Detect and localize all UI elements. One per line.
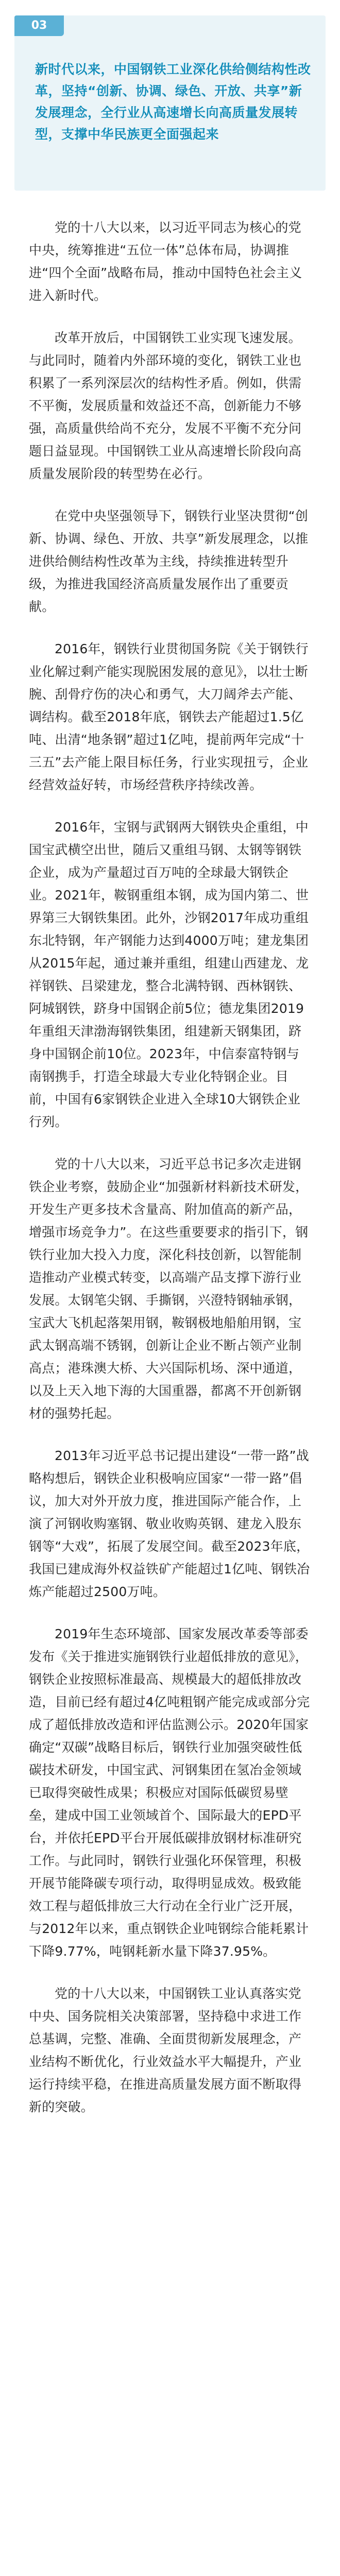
body-paragraph: 2016年，宝钢与武钢两大钢铁央企重组，中国宝武横空出世，随后又重组马钢、太钢等钢铁企业，成为产量超过百万吨的全球最大钢铁企业。2021年，鞍钢重组本钢，成为国内第二、世界第三大钢铁集团。此外，沙钢2017年成功重组东北特钢，年产钢能力达到4000万吨；建龙集团从2015年起，通过兼并重组，组建山西建龙、龙祥钢铁、吕梁建龙，整合北满特钢、西林钢铁、阿城钢铁，跻身中国钢企前5位；德龙集团2019年重组天津渤海钢铁集团，组建新天钢集团，跻身中国钢企前10位。2023年，中信泰富特钢与南钢携手，打造全球最大专业化特钢企业。目前，中国有6家钢铁企业进入全球10大钢铁企业行列。 — [29, 820, 309, 1129]
body-paragraph: 党的十八大以来，中国钢铁工业认真落实党中央、国务院相关决策部署，坚持稳中求进工作总基调，完整、准确、全面贯彻新发展理念，产业结构不断优化，行业效益水平大幅提升，产业运行持续平稳，在推进高质量发展方面不断取得新的突破。 — [29, 1986, 302, 2114]
article-body — [29, 216, 311, 2138]
body-paragraph: 改革开放后，中国钢铁工业实现飞速发展。与此同时，随着内外部环境的变化，钢铁工业也积累了一系列深层次的结构性矛盾。例如，供需不平衡，发展质量和效益还不高，创新能力不够强，高质量供给尚不充分，发展不平衡不充分问题日益显现。中国钢铁工业从高速增长阶段向高质量发展阶段的转型势在必行。 — [29, 330, 302, 481]
section-number-badge: 03 — [14, 15, 64, 36]
body-paragraph: 2019年生态环境部、国家发展改革委等部委发布《关于推进实施钢铁行业超低排放的意见》，钢铁企业按照标准最高、规模最大的超低排放改造，目前已经有超过4亿吨粗钢产能完成或部分完成了超低排放改造和评估监测公示。2020年国家确定“双碳”战略目标后，钢铁行业加强突破性低碳技术研发，中国宝武、河钢集团在氢冶金领域已取得突破性成果；积极应对国际低碳贸易壁垒，建成中国工业领域首个、国际最大的EPD平台，并依托EPD平台开展低碳排放钢材标准研究工作。与此同时，钢铁行业强化环保管理，积极开展节能降碳专项行动，取得明显成效。极致能效工程与超低排放三大行动在全行业广泛开展，与2012年以来，重点钢铁企业吨钢综合能耗累计下降9.77%，吨钢耗新水量下降37.95%。 — [29, 1626, 310, 1959]
body-paragraph: 2016年，钢铁行业贯彻国务院《关于钢铁行业化解过剩产能实现脱困发展的意见》，以壮士断腕、刮骨疗伤的决心和勇气，大刀阔斧去产能、调结构。截至2018年底，钢铁去产能超过1.5亿吨、出清“地条钢”超过1亿吨，提前两年完成“十三五”去产能上限目标任务，行业实现扭亏，企业经营效益好转，市场经营秩序持续改善。 — [29, 641, 309, 792]
section-header-panel — [14, 15, 326, 191]
body-paragraph: 党的十八大以来，习近平总书记多次走进钢铁企业考察，鼓励企业“加强新材料新技术研发，开发生产更多技术含量高、附加值高的新产品，增强市场竞争力”。在这些重要要求的指引下，钢铁行业加大投入力度，深化科技创新，以智能制造推动产业模式转变，以高端产品支撑下游行业发展。太钢笔尖钢、手撕钢，兴澄特钢轴承钢，宝武大飞机起落架用钢，鞍钢极地船舶用钢，宝武太钢高端不锈钢，创新让企业不断占领产业制高点；港珠澳大桥、大兴国际机场、深中通道，以及上天入地下海的大国重器，都离不开创新钢材的强势托起。 — [29, 1157, 309, 1421]
body-paragraph: 2013年习近平总书记提出建设“一带一路”战略构想后，钢铁企业积极响应国家“一带一路”倡议，加大对外开放力度，推进国际产能合作，上演了河钢收购塞钢、敬业收购英钢、建龙入股东钢等“大戏”，拓展了发展空间。截至2023年底，我国已建成海外权益铁矿产能超过1亿吨、钢铁冶炼产能超过2500万吨。 — [29, 1448, 310, 1599]
body-paragraph: 党的十八大以来，以习近平同志为核心的党中央，统筹推进“五位一体”总体布局，协调推进“四个全面”战略布局，推动中国特色社会主义进入新时代。 — [29, 220, 302, 303]
section-lead-summary: 新时代以来，中国钢铁工业深化供给侧结构性改革，坚持“创新、协调、绿色、开放、共享”新发展理念，全行业从高速增长向高质量发展转型，支撑中华民族更全面强起来 — [35, 62, 311, 142]
body-paragraph: 在党中央坚强领导下，钢铁行业坚决贯彻“创新、协调、绿色、开放、共享”新发展理念，以推进供给侧结构性改革为主线，持续推进转型升级，为推进我国经济高质量发展作出了重要贡献。 — [29, 509, 309, 614]
